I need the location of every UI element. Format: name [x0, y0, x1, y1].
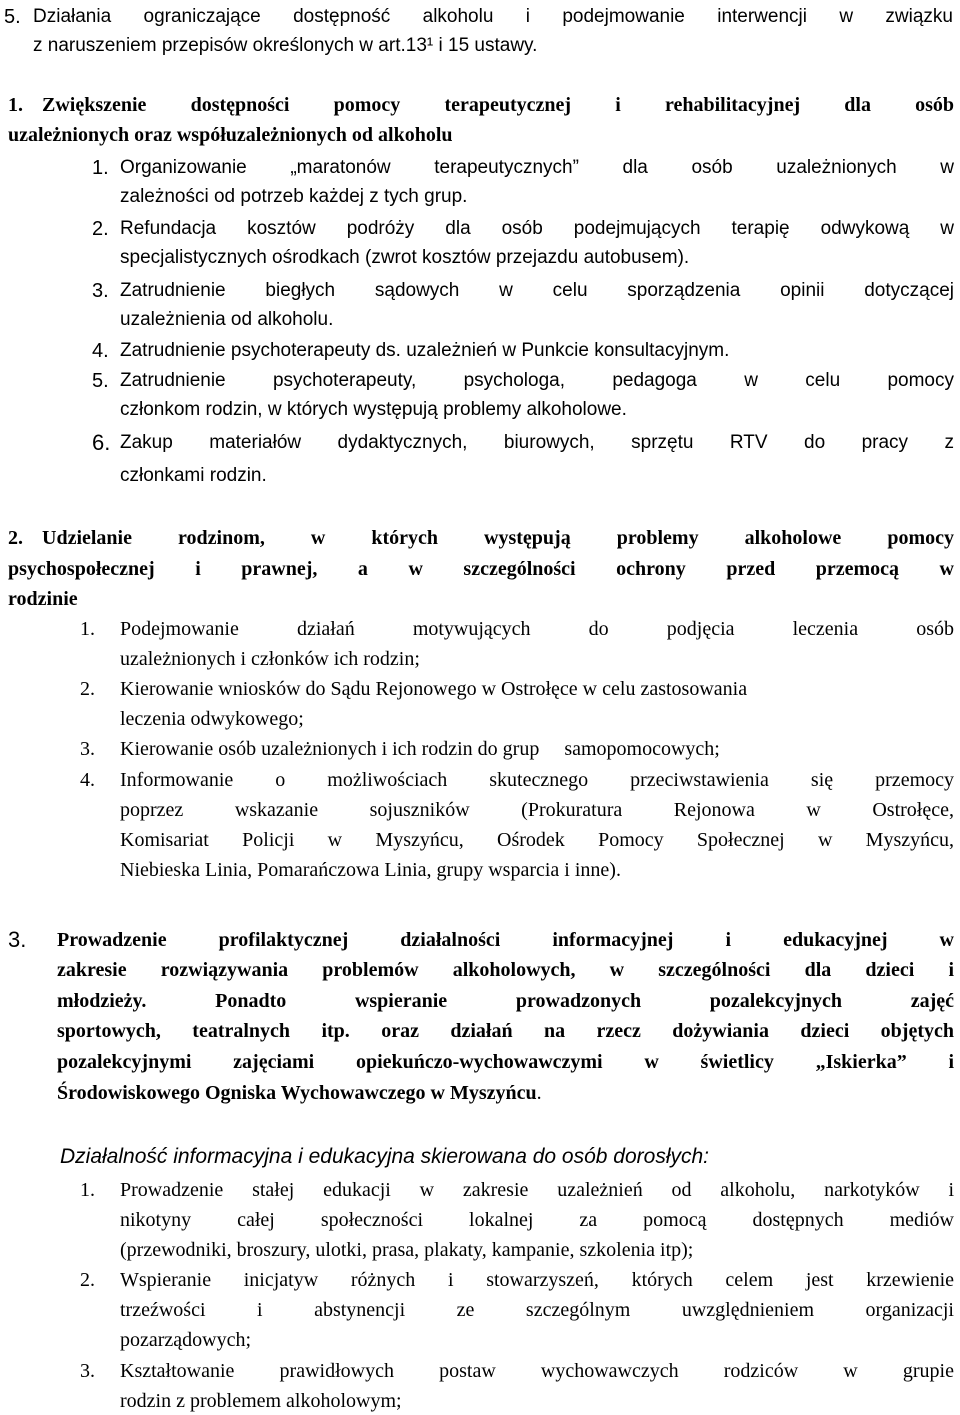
item-line: specjalistycznych ośrodkach (zwrot kosztów przejazdu autobusem).	[120, 247, 690, 268]
item-number: 3.	[92, 280, 109, 302]
item-line: członkami rodzin.	[120, 465, 267, 486]
section-heading-line: Działania ograniczające dostępność alkoholu i podejmowanie interwencji w związku	[33, 6, 953, 27]
part-number: 2.	[8, 527, 23, 549]
item-line: Podejmowanie działań motywujących do podjęcia leczenia osób	[120, 618, 954, 640]
item-line: członkom rodzin, w których występują problemy alkoholowe.	[120, 399, 627, 420]
part-heading-line: Zwiększenie dostępności pomocy terapeutycznej i rehabilitacyjnej dla osób	[42, 94, 954, 116]
section-heading-line: z naruszeniem przepisów określonych w art.13¹ i 15 ustawy.	[33, 35, 538, 56]
part-heading-line: rodzinie	[8, 588, 78, 610]
part-heading-line: Udzielanie rodzinom, w których występują problemy alkoholowe pomocy	[42, 527, 954, 549]
item-number: 4.	[80, 769, 95, 791]
item-line: Kierowanie osób uzależnionych i ich rodzin do grup samopomocowych;	[120, 738, 720, 760]
item-line: leczenia odwykowego;	[120, 708, 304, 730]
item-line: Wspieranie inicjatyw różnych i stowarzyszeń, których celem jest krzewienie	[120, 1269, 954, 1291]
item-number: 1.	[80, 618, 95, 640]
item-line: (przewodniki, broszury, ulotki, prasa, plakaty, kampanie, szkolenia itp);	[120, 1239, 694, 1261]
item-line: Komisariat Policji w Myszyńcu, Ośrodek Pomocy Społecznej w Myszyńcu,	[120, 829, 954, 851]
item-line: Zatrudnienie psychoterapeuty, psychologa, pedagoga w celu pomocy	[120, 370, 954, 391]
item-line: pozarządowych;	[120, 1329, 252, 1351]
item-line: Niebieska Linia, Pomarańczowa Linia, grupy wsparcia i inne).	[120, 859, 621, 881]
item-line: Informowanie o możliwościach skutecznego przeciwstawienia się przemocy	[120, 769, 954, 791]
part-heading-line: zakresie rozwiązywania problemów alkoholowych, w szczególności dla dzieci i	[57, 959, 954, 981]
subsection-title: Działalność informacyjna i edukacyjna skierowana do osób dorosłych:	[60, 1145, 710, 1168]
item-number: 1.	[80, 1179, 95, 1201]
item-number: 2.	[80, 1269, 95, 1291]
item-line: trzeźwości i abstynencji ze szczególnym uwzględnieniem organizacji	[120, 1299, 954, 1321]
item-line: uzależnionych i członków ich rodzin;	[120, 648, 420, 670]
item-line: Organizowanie „maratonów terapeutycznych” dla osób uzależnionych w	[120, 157, 954, 178]
part-number: 3.	[8, 927, 27, 952]
part-heading-line: sportowych, teatralnych itp. oraz działań na rzecz dożywiania dzieci objętych	[57, 1020, 954, 1042]
part-number: 1.	[8, 94, 23, 116]
item-line: poprzez wskazanie sojuszników (Prokuratura Rejonowa w Ostrołęce,	[120, 799, 954, 821]
part-heading-line: Prowadzenie profilaktycznej działalności informacyjnej i edukacyjnej w	[57, 929, 954, 951]
part-heading-line: młodzieży. Ponadto wspieranie prowadzonych pozalekcyjnych zajęć	[57, 990, 954, 1012]
item-number: 3.	[80, 738, 95, 760]
item-line: zależności od potrzeb każdej z tych grup.	[120, 186, 468, 207]
item-number: 4.	[92, 340, 109, 362]
part-heading-line: pozalekcyjnymi zajęciami opiekuńczo-wychowawczymi w świetlicy „Iskierka” i	[57, 1051, 954, 1073]
item-number: 6.	[92, 430, 111, 455]
part-heading-last-line	[57, 1080, 542, 1106]
item-number: 3.	[80, 1360, 95, 1382]
item-line: Refundacja kosztów podróży dla osób podejmujących terapię odwykową w	[120, 218, 954, 239]
item-line: nikotyny całej społeczności lokalnej za pomocą dostępnych mediów	[120, 1209, 954, 1231]
part-heading-line: uzależnionych oraz współuzależnionych od alkoholu	[8, 124, 453, 146]
section-number: 5.	[4, 6, 21, 28]
item-number: 1.	[92, 157, 109, 179]
item-line: Zakup materiałów dydaktycznych, biurowych, sprzętu RTV do pracy z	[120, 432, 954, 453]
item-line: uzależnienia od alkoholu.	[120, 309, 334, 330]
item-line: Zatrudnienie psychoterapeuty ds. uzależnień w Punkcie konsultacyjnym.	[120, 340, 730, 361]
part-heading-line: Środowiskowego Ogniska Wychowawczego w Myszyńcu	[57, 1082, 537, 1104]
item-line: Prowadzenie stałej edukacji w zakresie uzależnień od alkoholu, narkotyków i	[120, 1179, 954, 1201]
part-heading-line: psychospołecznej i prawnej, a w szczególności ochrony przed przemocą w	[8, 558, 954, 580]
item-number: 2.	[80, 678, 95, 700]
item-number: 5.	[92, 370, 109, 392]
item-number: 2.	[92, 218, 109, 240]
item-line: rodzin z problemem alkoholowym;	[120, 1390, 402, 1412]
part-heading-end: .	[536, 1082, 542, 1104]
item-line: Kierowanie wniosków do Sądu Rejonowego w Ostrołęce w celu zastosowania	[120, 678, 748, 700]
item-line: Zatrudnienie biegłych sądowych w celu sporządzenia opinii dotyczącej	[120, 280, 954, 301]
item-line: Kształtowanie prawidłowych postaw wychowawczych rodziców w grupie	[120, 1360, 954, 1382]
